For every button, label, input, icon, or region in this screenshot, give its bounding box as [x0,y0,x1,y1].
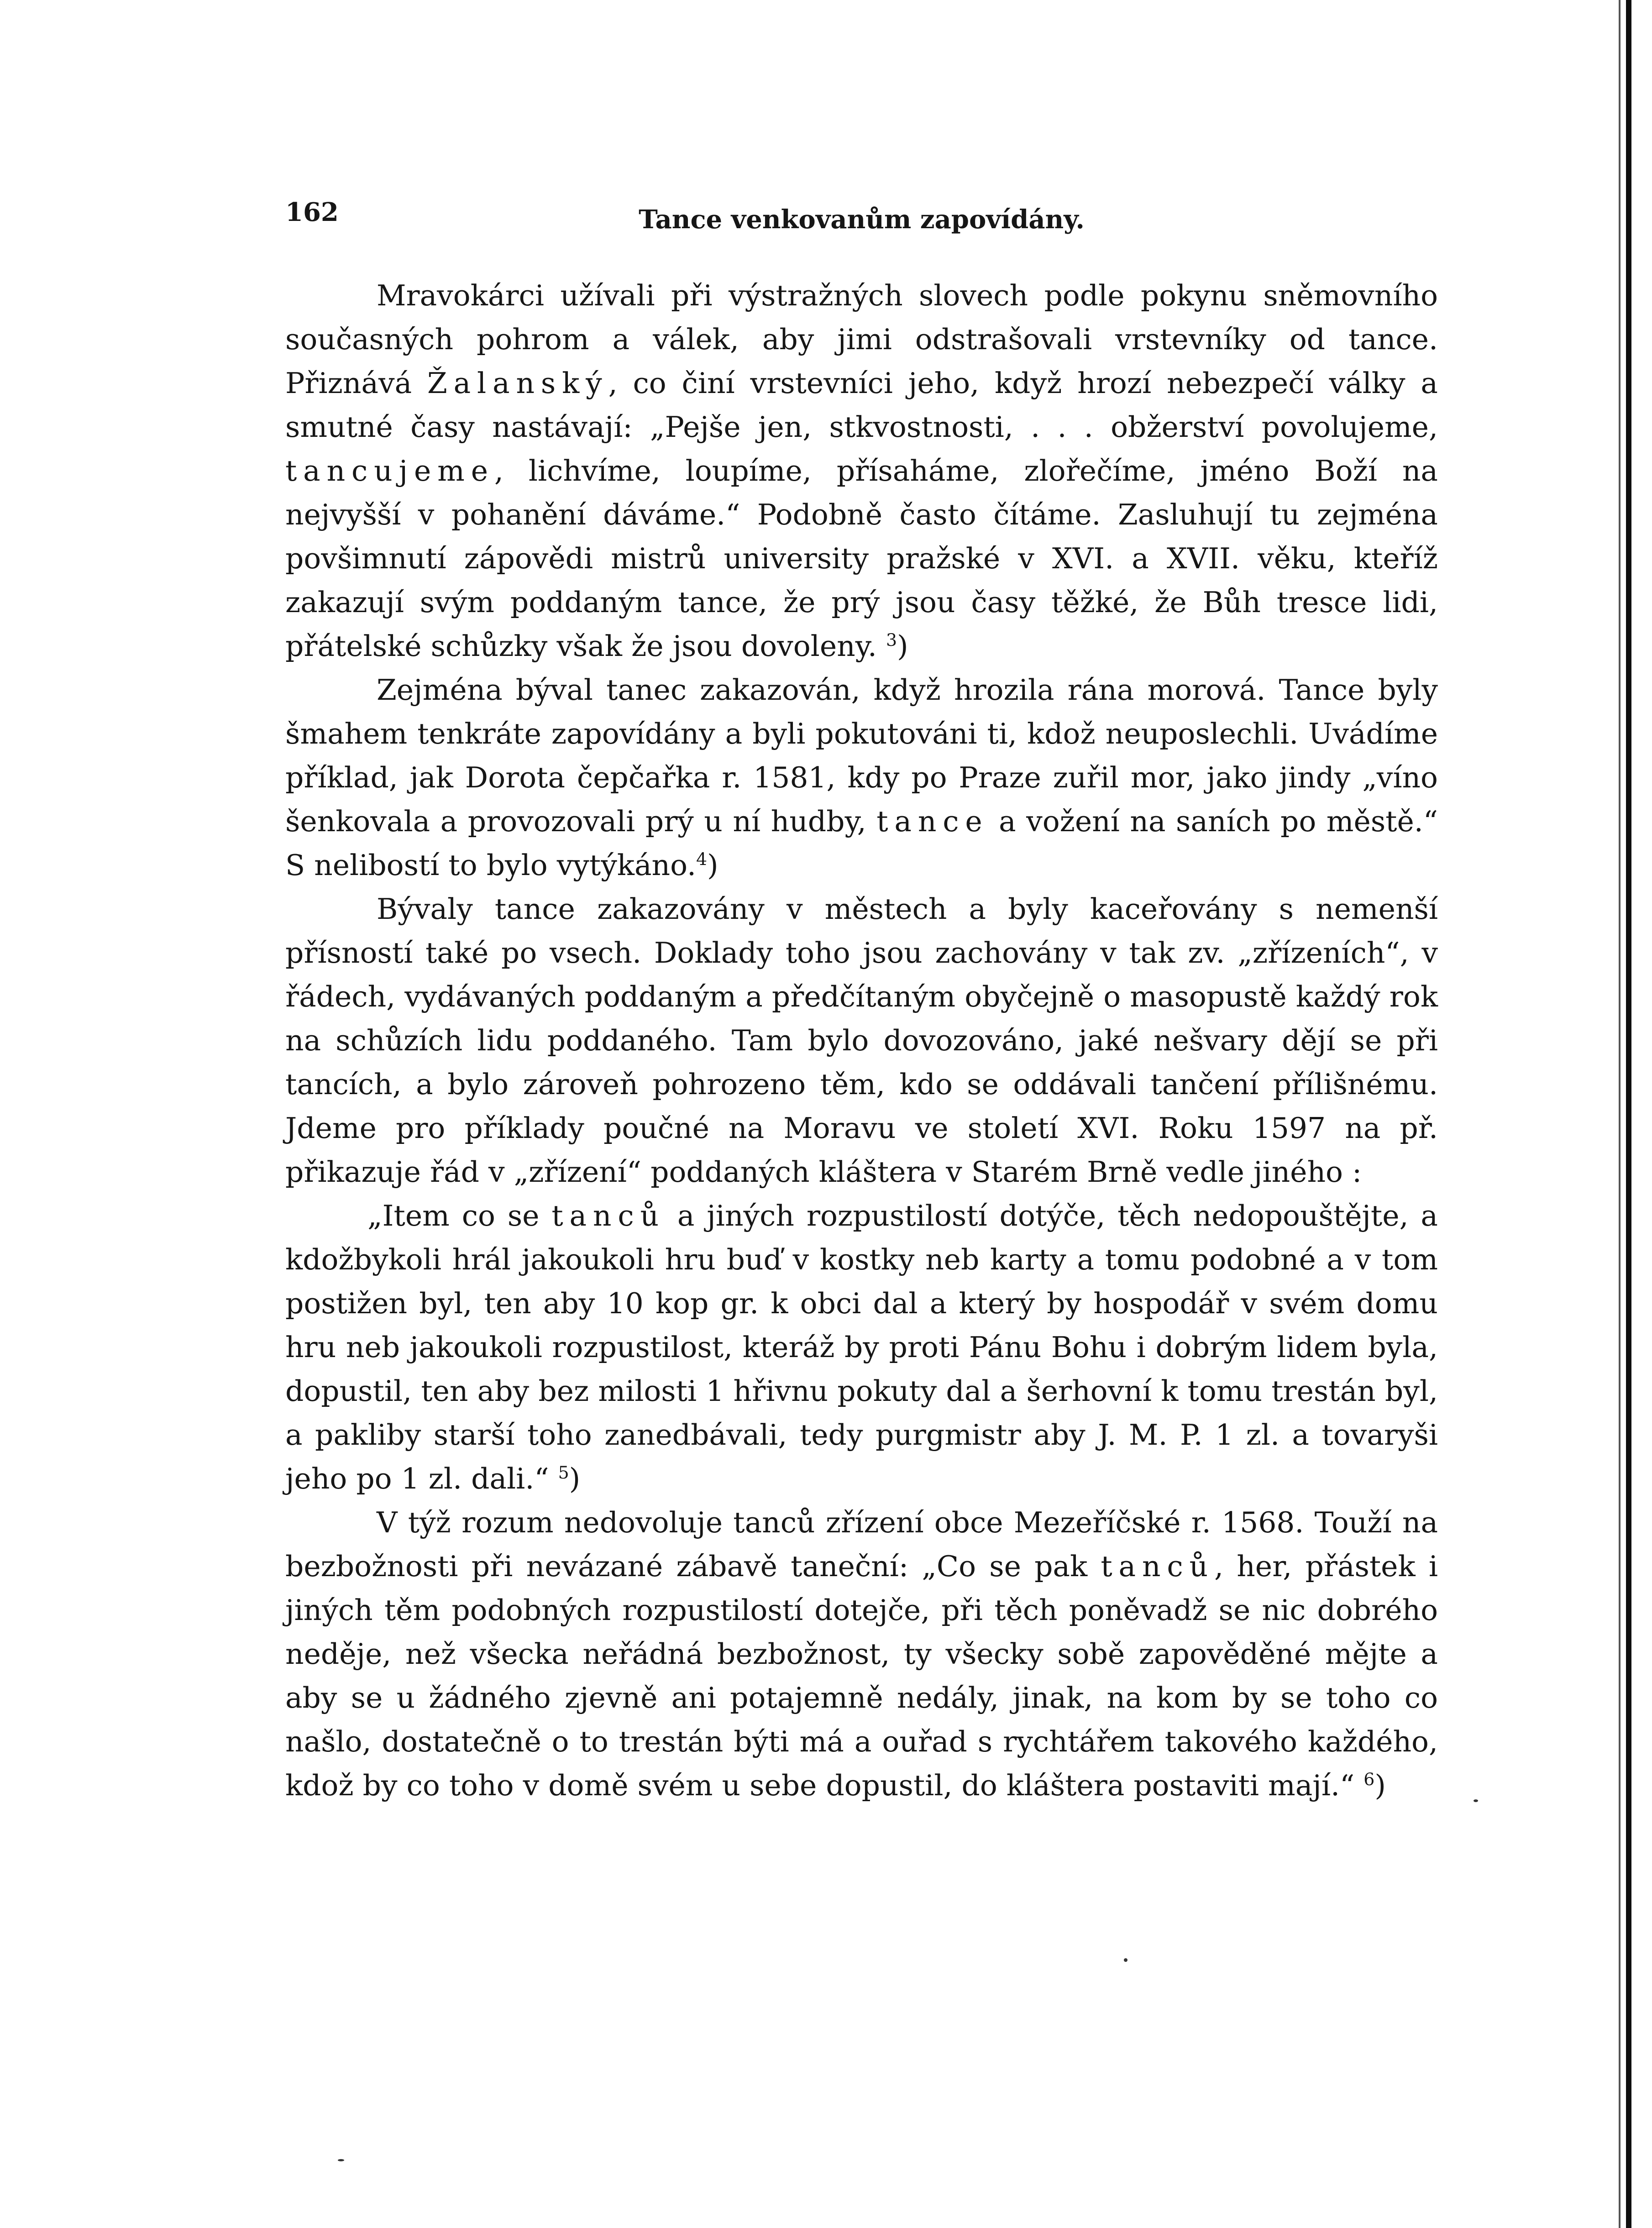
text-run: a vožení na saních po městě.“ S nelibostí to bylo vytýkáno. [285,805,1438,882]
emphasized-word: tance [876,805,989,838]
footnote-ref-5: 5 [558,1463,569,1483]
text-run: V týž rozum nedovoluje tanců zřízení obce Mezeříčské r. 1568. Touží na bezbožnosti při nevázané zábavě taneční: „Co se pak [285,1506,1438,1583]
running-header [285,192,1438,237]
running-title: Tance venkovanům zapovídány. [639,204,1085,235]
text-run: , lichvíme, loupíme, přísaháme, zlořečíme, jméno Boží na nejvyšší v pohanění dáváme.“ Podobně často čítáme. Zasluhují tu zejména povšimnutí zápovědi mistrů university pražské v XVI. a XVII. věku, kteříž zakazují svým poddaným tance, že prý jsou časy těžké, že Bůh tresce lidi, přátelské schůzky však že jsou dovoleny. [285,454,1438,663]
text-run: „Item co se [367,1199,552,1232]
footnote-ref-4: 4 [696,849,708,869]
body-text [285,274,1438,1808]
text-run: Zejména býval tanec zakazován, když hrozila rána morová. Tance byly šmahem tenkráte zapovídány a byli pokutováni ti, kdož neuposlechli. Uvádíme příklad, jak Dorota čepčařka r. 1581, kdy po Praze zuřil mor, jako jindy „víno šenkovala a provozovali prý u ní hudby, [285,673,1438,838]
scan-speck [1124,1958,1128,1962]
paragraph-2 [285,668,1438,887]
footnote-ref-3: 3 [886,630,897,650]
footnote-ref-6: 6 [1364,1769,1375,1789]
emphasized-name: Žalanský [427,367,608,400]
emphasized-word: tanců [1101,1550,1214,1583]
footnote-paren: ) [707,849,718,882]
paragraph-3 [285,887,1438,1194]
footnote-paren: ) [897,629,908,663]
text-run: , her, přástek i jiných těm podobných rozpustilostí dotejče, při těch poněvadž se nic dobrého neděje, než všecka neřádná bezbožnost, ty všecky sobě zapověděné mějte a aby se u žádného zjevně ani potajemně nedály, jinak, na kom by se toho co našlo, dostatečně o to trestán býti má a ouřad s rychtářem takového každého, kdož by co toho v domě svém u sebe dopustil, do kláštera postaviti mají.“ [285,1550,1438,1802]
text-run: Bývaly tance zakazovány v městech a byly kaceřovány s nemenší přísností také po vsech. Doklady toho jsou zachovány v tak zv. „zřízeních“, v řádech, vydávaných poddaným a předčítaným obyčejně o masopustě každý rok na schůzích lidu poddaného. Tam bylo dovozováno, jaké nešvary dějí se při tancích, a bylo zároveň pohrozeno těm, kdo se oddávali tančení přílišnému. Jdeme pro příklady poučné na Moravu ve století XVI. Roku 1597 na př. přikazuje řád v „zřízení“ poddaných kláštera v Starém Brně vedle jiného : [285,892,1438,1189]
paragraph-1 [285,274,1438,668]
book-page [285,192,1438,1808]
page-number: 162 [285,197,339,227]
footnote-paren: ) [1374,1769,1386,1802]
footnote-paren: ) [569,1462,581,1495]
emphasized-word: tancujeme [285,454,494,488]
emphasized-word: tanců [551,1199,665,1232]
scan-edge-border [1626,0,1631,2228]
scan-speck [1474,1799,1478,1802]
quotation-1 [285,1194,1438,1501]
scan-edge-shadow [1619,0,1621,2228]
text-run: a jiných rozpustilostí dotýče, těch nedopouštějte, a kdožbykoli hrál jakoukoli hru buď v kostky neb karty a tomu podobné a v tom postižen byl, ten aby 10 kop gr. k obci dal a který by hospodář v svém domu hru neb jakoukoli rozpustilost, kteráž by proti Pánu Bohu i dobrým lidem byla, dopustil, ten aby bez milosti 1 hřivnu pokuty dal a šerhovní k tomu trestán byl, a pakliby starší toho zanedbávali, tedy purgmistr aby J. M. P. 1 zl. a tovaryši jeho po 1 zl. dali.“ [285,1199,1438,1495]
text-run: , co činí vrstevníci jeho, když hrozí nebezpečí války a smutné časy nastávají: „Pejše jen, stkvostnosti, . . . obžerství povolujeme, [285,367,1438,444]
paragraph-4 [285,1501,1438,1808]
scan-speck [338,2159,344,2161]
text-run: Mravokárci užívali při výstražných slovech podle pokynu sněmovního současných pohrom a válek, aby jimi odstrašovali vrstevníky od tance. Přiznává [285,279,1438,400]
